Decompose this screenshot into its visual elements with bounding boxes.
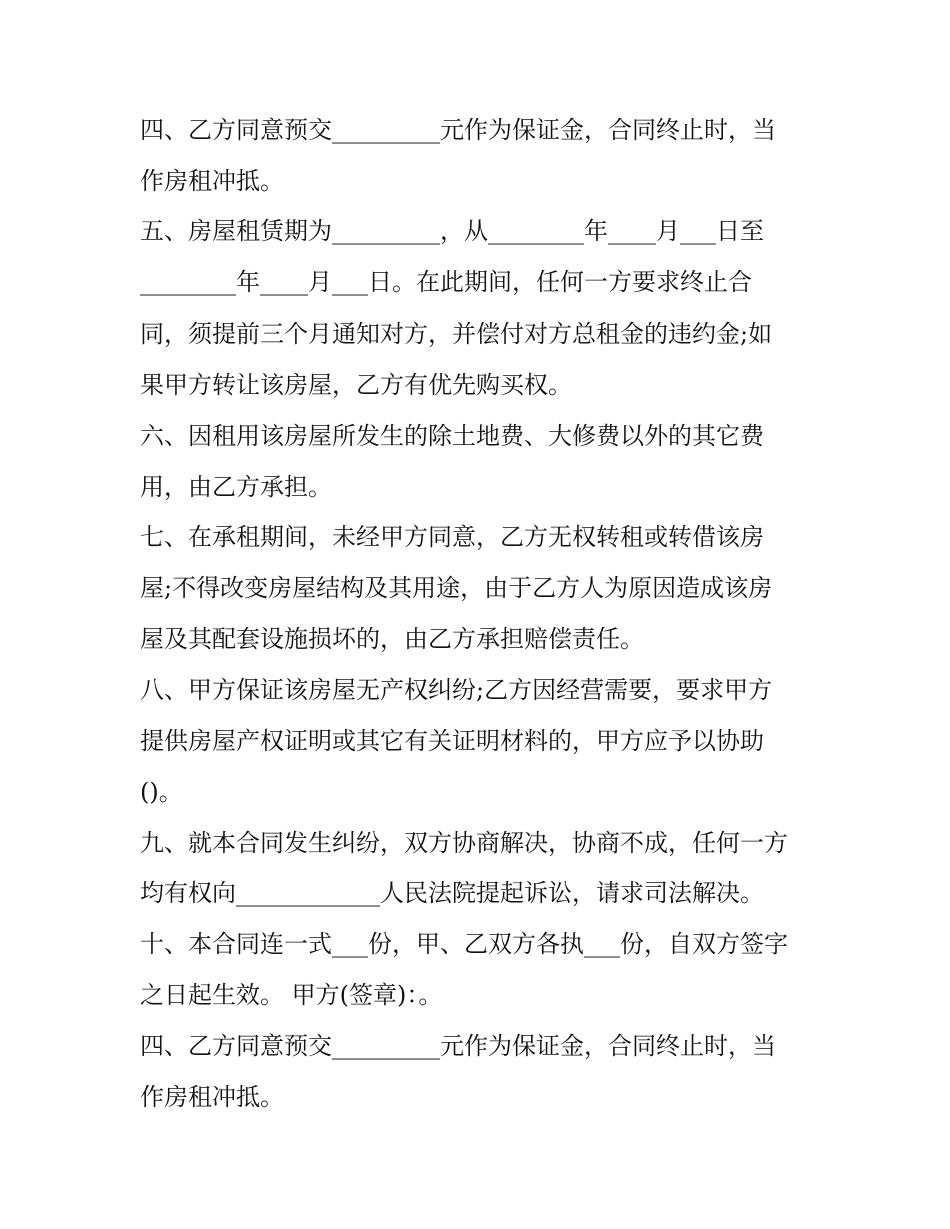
text-line: ()。 xyxy=(140,778,183,806)
text-line: 同，须提前三个月通知对方，并偿付对方总租金的违约金;如 xyxy=(140,320,773,348)
text-line: 屋及其配套设施损坏的，由乙方承担赔偿责任。 xyxy=(140,625,644,653)
text-line: 十、本合同连一式___份，甲、乙双方各执___份，自双方签字 xyxy=(140,930,788,958)
text-line: 提供房屋产权证明或其它有关证明材料的，甲方应予以协助 xyxy=(140,727,764,755)
text-line: 四、乙方同意预交_________元作为保证金，合同终止时，当 xyxy=(140,116,776,144)
text-line: 七、在承租期间，未经甲方同意，乙方无权转租或转借该房 xyxy=(140,523,764,551)
text-line: 均有权向____________人民法院提起诉讼，请求司法解决。 xyxy=(140,879,764,907)
text-line: 六、因租用该房屋所发生的除土地费、大修费以外的其它费 xyxy=(140,422,764,450)
text-line: 作房租冲抵。 xyxy=(140,167,284,195)
text-line: ________年____月___日。在此期间，任何一方要求终止合 xyxy=(140,268,752,296)
text-line: 用，由乙方承担。 xyxy=(140,473,332,501)
text-line: 九、就本合同发生纠纷，双方协商解决，协商不成，任何一方 xyxy=(140,829,788,857)
text-line: 果甲方转让该房屋，乙方有优先购买权。 xyxy=(140,371,572,399)
text-line: 五、房屋租赁期为_________，从________年____月___日至 xyxy=(140,217,764,245)
text-line: 之日起生效。 甲方(签章)：。 xyxy=(140,981,443,1009)
text-line: 作房租冲抵。 xyxy=(140,1083,284,1111)
text-line: 四、乙方同意预交_________元作为保证金，合同终止时，当 xyxy=(140,1032,776,1060)
text-line: 屋;不得改变房屋结构及其用途，由于乙方人为原因造成该房 xyxy=(140,574,773,602)
text-line: 八、甲方保证该房屋无产权纠纷;乙方因经营需要，要求甲方 xyxy=(140,676,773,704)
